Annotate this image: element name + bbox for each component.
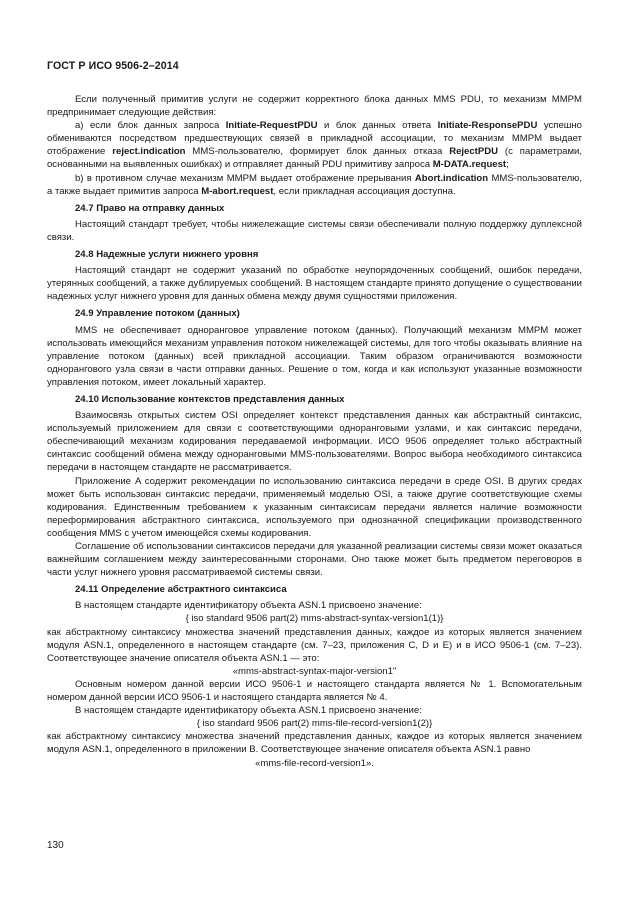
paragraph: Соглашение об использовании синтаксисов передачи для указанной реализации системы связи может оказаться важнейшим соглашением между заинтересованными сторонами. Оно также может быть предметом переговоров в части услуг нижнего уровня рассматриваемой системы связи. [47, 541, 582, 579]
paragraph: Взаимосвязь открытых систем OSI определяет контекст представления данных как абстрактный синтаксис, используемый приложением для связи с соответствующими одноранговыми узлами, и как синтаксис передачи, обеспечивающий механизм кодирования передаваемой информации. ИСО 9506 определяет только абстрактный синтаксис сообщений обмена между одноранговыми MMS-пользователями. Вопрос выбора необходимого синтаксиса передачи в настоящем стандарте не рассматривается. [47, 410, 582, 474]
section-heading: 24.8 Надежные услуги нижнего уровня [75, 249, 259, 261]
paragraph: Настоящий стандарт требует, чтобы нижележащие системы связи обеспечивали полную поддержку дуплексной связи. [47, 218, 582, 243]
paragraph: как абстрактному синтаксису множества значений представления данных, каждое из которых является значением модуля ASN.1, определенного в приложении B. Соответствующее значение описателя объекта ASN.1 равно [47, 731, 582, 756]
paragraph: В настоящем стандарте идентификатору объекта ASN.1 присвоено значение: [75, 705, 422, 717]
section-heading: 24.10 Использование контекстов представления данных [75, 393, 345, 405]
paragraph: Настоящий стандарт не содержит указаний по обработке неупорядоченных сообщений, ошибок передачи, утерянных сообщений, а также дублируемых сообщений. В настоящем стандарте принято допущение о существовании надежных услуг нижнего уровня для данных обмена между двумя сущностями приложения. [47, 265, 582, 303]
object-descriptor: «mms-abstract-syntax-major-version1" [232, 665, 397, 677]
paragraph: а) если блок данных запроса Initiate-RequestPDU и блок данных ответа Initiate-ResponsePDU успешно обмениваются посредством предшествующих связей в прикладной ассоциации, то механизм MMPM выдает отображение reject.indication MMS-пользователю, формирует блок данных отказа RejectPDU (с параметрами, основанными на выявленных ошибках) и отправляет данный PDU примитиву запроса M-DATA.request; [47, 120, 582, 171]
section-heading: 24.7 Право на отправку данных [75, 202, 225, 214]
section-heading: 24.9 Управление потоком (данных) [75, 308, 240, 320]
paragraph: В настоящем стандарте идентификатору объекта ASN.1 присвоено значение: [75, 600, 422, 612]
section-heading: 24.11 Определение абстрактного синтаксиса [75, 584, 287, 596]
document-header: ГОСТ Р ИСО 9506-2–2014 [47, 60, 179, 72]
paragraph: MMS не обеспечивает одноранговое управление потоком (данных). Получающий механизм MMPM может использовать имеющийся механизм управления потоком нижележащей системы, для того чтобы оказывать влияние на управление потоком (данных) всей прикладной ассоциации. Таким образом ограничиваются возможности однорангового узла связи в части отправки данных. Решение о том, когда и как используют указанные возможности управления потоком, имеет локальный характер. [47, 324, 582, 388]
page-number: 130 [47, 840, 64, 851]
document-body [47, 93, 582, 770]
paragraph: Приложение A содержит рекомендации по использованию синтаксиса передачи в среде OSI. В других средах может быть использован синтаксис передачи, применяемый моделью OSI, а также другие соответствующие схемы кодирования. Единственным требованием к указанным синтаксисам передачи является наличие возможности переформирования абстрактного синтаксиса, используемого при однозначной спецификации производственного сообщения MMS с учетом имеющейся схемы кодирования. [47, 475, 582, 539]
object-identifier: { iso standard 9506 part(2) mms-abstract-syntax-version1(1)} [185, 613, 444, 625]
paragraph: Основным номером данной версии ИСО 9506-1 и настоящего стандарта является № 1. Вспомогательным номером данной версии ИСО 9506-1 и настоящего стандарта является № 4. [47, 678, 582, 704]
object-descriptor: «mms-file-record-version1». [255, 757, 374, 769]
paragraph: b) в противном случае механизм MMPM выдает отображение прерывания Abort.indication MMS-пользователю, а также выдает примитив запроса M-abort.request, если прикладная ассоциация доступна. [47, 172, 582, 197]
paragraph: Если полученный примитив услуги не содержит корректного блока данных MMS PDU, то механизм MMPM предпринимает следующие действия: [47, 94, 582, 119]
object-identifier: { iso standard 9506 part(2) mms-file-record-version1(2)} [196, 718, 433, 730]
paragraph: как абстрактному синтаксису множества значений представления данных, каждое из которых является значением модуля ASN.1, определенного в настоящем стандарте (см. 7–23, приложения C, D и E) и в ИСО 9506-1 (см. 7–23). Соответствующее значение описателя объекта ASN.1 — это: [47, 626, 582, 664]
